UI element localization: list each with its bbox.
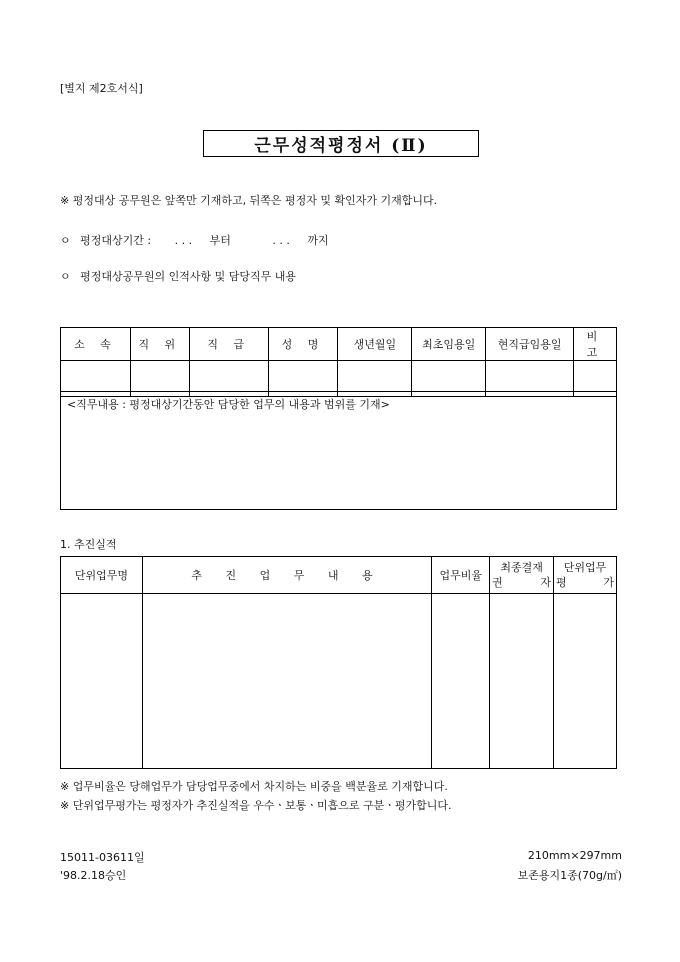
- job-content-label: <직무내용 : 평정대상기간동안 담당한 업무의 내용과 범위를 기재>: [67, 398, 390, 411]
- header-unit-task: 단위업무명: [61, 557, 143, 594]
- header-remarks: 비 고: [573, 328, 616, 361]
- bullet-icon: ㅇ: [60, 234, 71, 247]
- notice-text: ※ 평정대상 공무원은 앞쪽만 기재하고, 뒤쪽은 평정자 및 확인자가 기재합니다.: [60, 194, 438, 207]
- cell-unit-evaluation[interactable]: [554, 594, 617, 769]
- table-header-row: [61, 328, 617, 361]
- cell-task-ratio[interactable]: [432, 594, 490, 769]
- personnel-heading: [60, 268, 296, 284]
- paper-size: 210mm×297mm: [527, 849, 622, 862]
- header-position: 직 위: [130, 328, 189, 361]
- header-unit-evaluation-line2b: 가: [603, 576, 614, 589]
- note-task-ratio: ※ 업무비율은 당해업무가 담당업무중에서 차지하는 비중을 백분율로 기재합니다.: [60, 780, 448, 793]
- personnel-label: 평정대상공무원의 인적사항 및 담당직무 내용: [80, 270, 297, 283]
- header-unit-evaluation-line2a: 평: [556, 576, 567, 589]
- header-name: 성 명: [268, 328, 338, 361]
- header-final-authority-line2b: 자: [540, 576, 552, 589]
- evaluation-period: [60, 232, 329, 248]
- table-row: [61, 594, 617, 769]
- cell-final-authority[interactable]: [490, 594, 554, 769]
- section-title: 1. 추진실적: [60, 538, 117, 551]
- header-task-ratio: 업무비율: [432, 557, 490, 594]
- header-current-grade-appointment: 현직급임용일: [486, 328, 574, 361]
- header-final-authority-line1: 최종결재: [500, 561, 543, 574]
- table-header-row: [61, 557, 617, 594]
- note-unit-evaluation: ※ 단위업무평가는 평정자가 추진실적을 우수ㆍ보통ㆍ미흡으로 구분ㆍ평가합니다.: [60, 799, 452, 812]
- job-content-box[interactable]: [60, 391, 617, 510]
- personnel-info-table: [60, 327, 617, 397]
- approval-date: '98.2.18승인: [60, 869, 127, 882]
- header-unit-evaluation-line1: 단위업무: [563, 561, 607, 574]
- form-label: [별지 제2호서식]: [60, 82, 143, 95]
- cell-task-content[interactable]: [142, 594, 431, 769]
- period-to: 까지: [307, 234, 329, 247]
- form-code: 15011-03611일: [60, 851, 145, 864]
- header-affiliation: 소 속: [61, 328, 131, 361]
- period-to-dots: . . .: [272, 234, 290, 247]
- header-final-authority-line2a: 권: [492, 576, 503, 589]
- paper-type: 보존용지1종(70g/㎡): [517, 869, 622, 882]
- page-title: 근무성적평정서 (Ⅱ): [203, 130, 479, 157]
- period-from: 부터: [209, 234, 231, 247]
- period-from-dots: . . .: [174, 234, 193, 247]
- header-task-content: 추 진 업 무 내 용: [142, 557, 431, 594]
- header-final-authority: [490, 557, 554, 594]
- bullet-icon: ㅇ: [60, 270, 71, 283]
- header-grade: 직 급: [189, 328, 268, 361]
- performance-table: [60, 556, 617, 769]
- header-birthdate: 생년월일: [338, 328, 412, 361]
- cell-unit-task[interactable]: [61, 594, 143, 769]
- header-unit-evaluation: [554, 557, 617, 594]
- period-label: 평정대상기간 :: [80, 234, 152, 247]
- header-first-appointment: 최초임용일: [412, 328, 486, 361]
